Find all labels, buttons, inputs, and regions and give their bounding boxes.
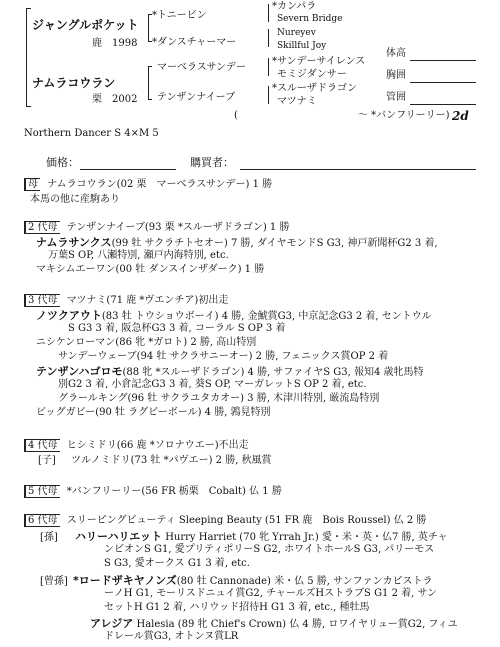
section-head: ヒシミドリ(66 鹿 *ソロナウエー)不出走: [66, 440, 249, 451]
sire-dam: *ダンスチャーマー: [152, 37, 237, 48]
family-line: ( ～ *バンフリーリー): [234, 110, 450, 121]
progeny-name: ナムラサンクス: [36, 236, 112, 249]
progeny-record: (80 牡 Cannonade) 米・仏 5 勝, サンファンカピストラ: [176, 576, 433, 587]
pedigree-line: [268, 4, 269, 22]
progeny-name: *ロードザキヤノンズ: [73, 574, 177, 587]
relation-tag: [曾孫]: [40, 576, 68, 587]
progeny-record: (83 牡 トウショウボーイ) 4 勝, 金鯱賞G3, 中京記念G3 2 着, セントウル: [101, 311, 432, 322]
progeny-name: ノツクアウト: [36, 309, 102, 322]
progeny-entry: [40, 574, 432, 588]
progeny-record-cont: S G3, 愛オークス G1 3 着, etc.: [104, 558, 250, 569]
section-label: 2 代母: [24, 221, 60, 234]
progeny-entry: [90, 617, 458, 631]
progeny-record: ツルノミドリ(73 牡 *パヴエー) 2 勝, 秋風賞: [71, 455, 272, 466]
section-6th-dam: [24, 515, 426, 527]
progeny-entry: ニシケンローマン(86 牝 *ガロト) 2 勝, 高山特別: [36, 337, 257, 348]
progeny-name: テンザンハゴロモ: [36, 365, 123, 378]
progeny-entry: [36, 309, 432, 323]
progeny-record-cont: 別G2 3 着, 小倉記念G3 3 着, 葵S OP, マーガレットS OP 2 着, etc.: [58, 379, 367, 390]
relation-tag: [子]: [38, 455, 56, 466]
g3-2: Severn Bridge: [277, 14, 343, 24]
family-code: 2d: [452, 109, 469, 123]
progeny-record: (88 牝 *スルーザドラゴン) 4 勝, サファイヤS G3, 報知4 歳牝馬特: [122, 367, 424, 378]
progeny-record: Halesia (89 牝 Chief's Crown) 仏 4 勝, ロワイヤリュー賞G2, フィユ: [136, 619, 458, 630]
inbreeding: Northern Dancer S 4×M 5: [24, 128, 159, 139]
pedigree-line: [148, 66, 149, 100]
section-label: 6 代母: [24, 514, 60, 527]
girth-label: 胸囲: [386, 70, 406, 81]
section-head: スリーピングビューティ Sleeping Beauty (51 FR 鹿 Bois Roussel) 仏 2 勝: [66, 515, 427, 526]
g3-5: *サンデーサイレンス: [272, 56, 366, 67]
buyer-label: 購買者：: [190, 156, 234, 169]
pedigree-line: [26, 8, 31, 9]
cannon-label: 管囲: [386, 92, 406, 103]
pedigree-outer-line: [26, 8, 27, 107]
sire-info: 鹿 1998: [92, 38, 138, 49]
g3-4: Skillful Joy: [277, 41, 327, 51]
section-label: 3 代母: [24, 294, 60, 307]
section-head: *バンフリーリー(56 FR 栃栗 Cobalt) 仏 1 勝: [66, 486, 282, 497]
dam-sire: マーベラスサンデー: [157, 62, 246, 73]
section-line: 本馬の他に産駒あり: [30, 194, 120, 205]
section-label: 4 代母: [24, 439, 60, 452]
pedigree-line: [268, 58, 269, 76]
pedigree-line: [268, 29, 269, 47]
g3-6: モミジダンサー: [277, 69, 347, 80]
progeny-entry: マキシムエーワン(00 牡 ダンスインザダーク) 1 勝: [36, 264, 265, 275]
progeny-record: Hurry Harriet (70 牝 Yrrah Jr.) 愛・米・英・仏7 勝, 英チャ: [165, 532, 448, 543]
girth-field[interactable]: [410, 82, 476, 83]
section-2nd-dam: [24, 222, 289, 234]
price-label: 価格：: [46, 156, 79, 169]
g3-1: *カンパラ: [272, 1, 317, 12]
progeny-record-cont: S G3 3 着, 阪急杯G3 3 着, コーラル S OP 3 着: [68, 323, 286, 334]
progeny-record-cont: 万葉S OP, 八瀬特別, 瀬戸内海特別, etc.: [48, 250, 229, 261]
height-label: 体高: [386, 48, 406, 59]
dam-dam: テンザンナイーブ: [157, 92, 236, 103]
buyer-field[interactable]: [240, 169, 476, 170]
progeny-entry: [36, 365, 424, 379]
dam-info: 栗 2002: [92, 94, 138, 105]
dam-name: ナムラコウラン: [32, 76, 116, 90]
progeny-entry: サンデーウェーブ(94 牡 サクラサニーオー) 2 勝, フェニックス賞OP 2 着: [58, 351, 389, 362]
progeny-entry: [38, 455, 272, 467]
relation-tag: [孫]: [40, 532, 58, 543]
sire-name: ジャングルポケット: [32, 18, 139, 32]
section-label: 5 代母: [24, 485, 60, 498]
progeny-record-cont: ンピオンS G1, 愛プリティポリーS G2, ホワイトホールS G3, パリーモス: [104, 544, 435, 555]
progeny-name: ハリーハリエット: [75, 530, 163, 543]
section-head: テンザンナイーブ(93 栗 *スルーザドラゴン) 1 勝: [66, 222, 290, 233]
progeny-record-cont: ーノH G1, モーリスドニュイ賞G2, チャールズHストラブS G1 2 着, サン: [104, 588, 437, 599]
progeny-entry: グラールキング(96 牡 サクラユタカオー) 3 勝, 木津川特別, 厳流島特別: [58, 393, 380, 404]
g3-3: Nureyev: [277, 28, 316, 38]
progeny-record: (99 牡 サクラチトセオー) 7 勝, ダイヤモンドS G3, 神戸新聞杯G2 3 着,: [111, 238, 438, 249]
section-label: 母: [24, 178, 40, 191]
g3-8: マツナミ: [277, 96, 317, 107]
pedigree-line: [148, 66, 152, 67]
g3-7: *スルーザドラゴン: [272, 83, 357, 94]
progeny-record-cont: ドレール賞G3, オトンヌ賞LR: [104, 631, 239, 642]
progeny-name: アレジア: [90, 617, 134, 630]
progeny-entry: [36, 236, 438, 250]
section-head: ナムラコウラン(02 栗 マーベラスサンデー) 1 勝: [47, 179, 273, 190]
section-4th-dam: [24, 440, 249, 452]
cannon-field[interactable]: [410, 104, 476, 105]
progeny-entry: [40, 530, 448, 544]
pedigree-line: [148, 99, 152, 100]
pedigree-line: [148, 14, 149, 42]
pedigree-line: [268, 86, 269, 104]
section-5th-dam: [24, 486, 282, 498]
height-field[interactable]: [410, 60, 476, 61]
price-field[interactable]: [80, 169, 176, 170]
section-3rd-dam: [24, 295, 228, 307]
section-head: マツナミ(71 鹿 *ヴエンチア)初出走: [66, 295, 229, 306]
section-dam: [24, 179, 272, 191]
progeny-entry: ビッグガビー(90 牡 ラグビーボール) 4 勝, 鶉見特別: [36, 407, 271, 418]
pedigree-line: [26, 106, 31, 107]
sire-sire: *トニービン: [152, 10, 207, 21]
progeny-record-cont: セットH G1 2 着, ハリウッド招待H G1 3 着, etc., 種牡馬: [104, 602, 370, 613]
